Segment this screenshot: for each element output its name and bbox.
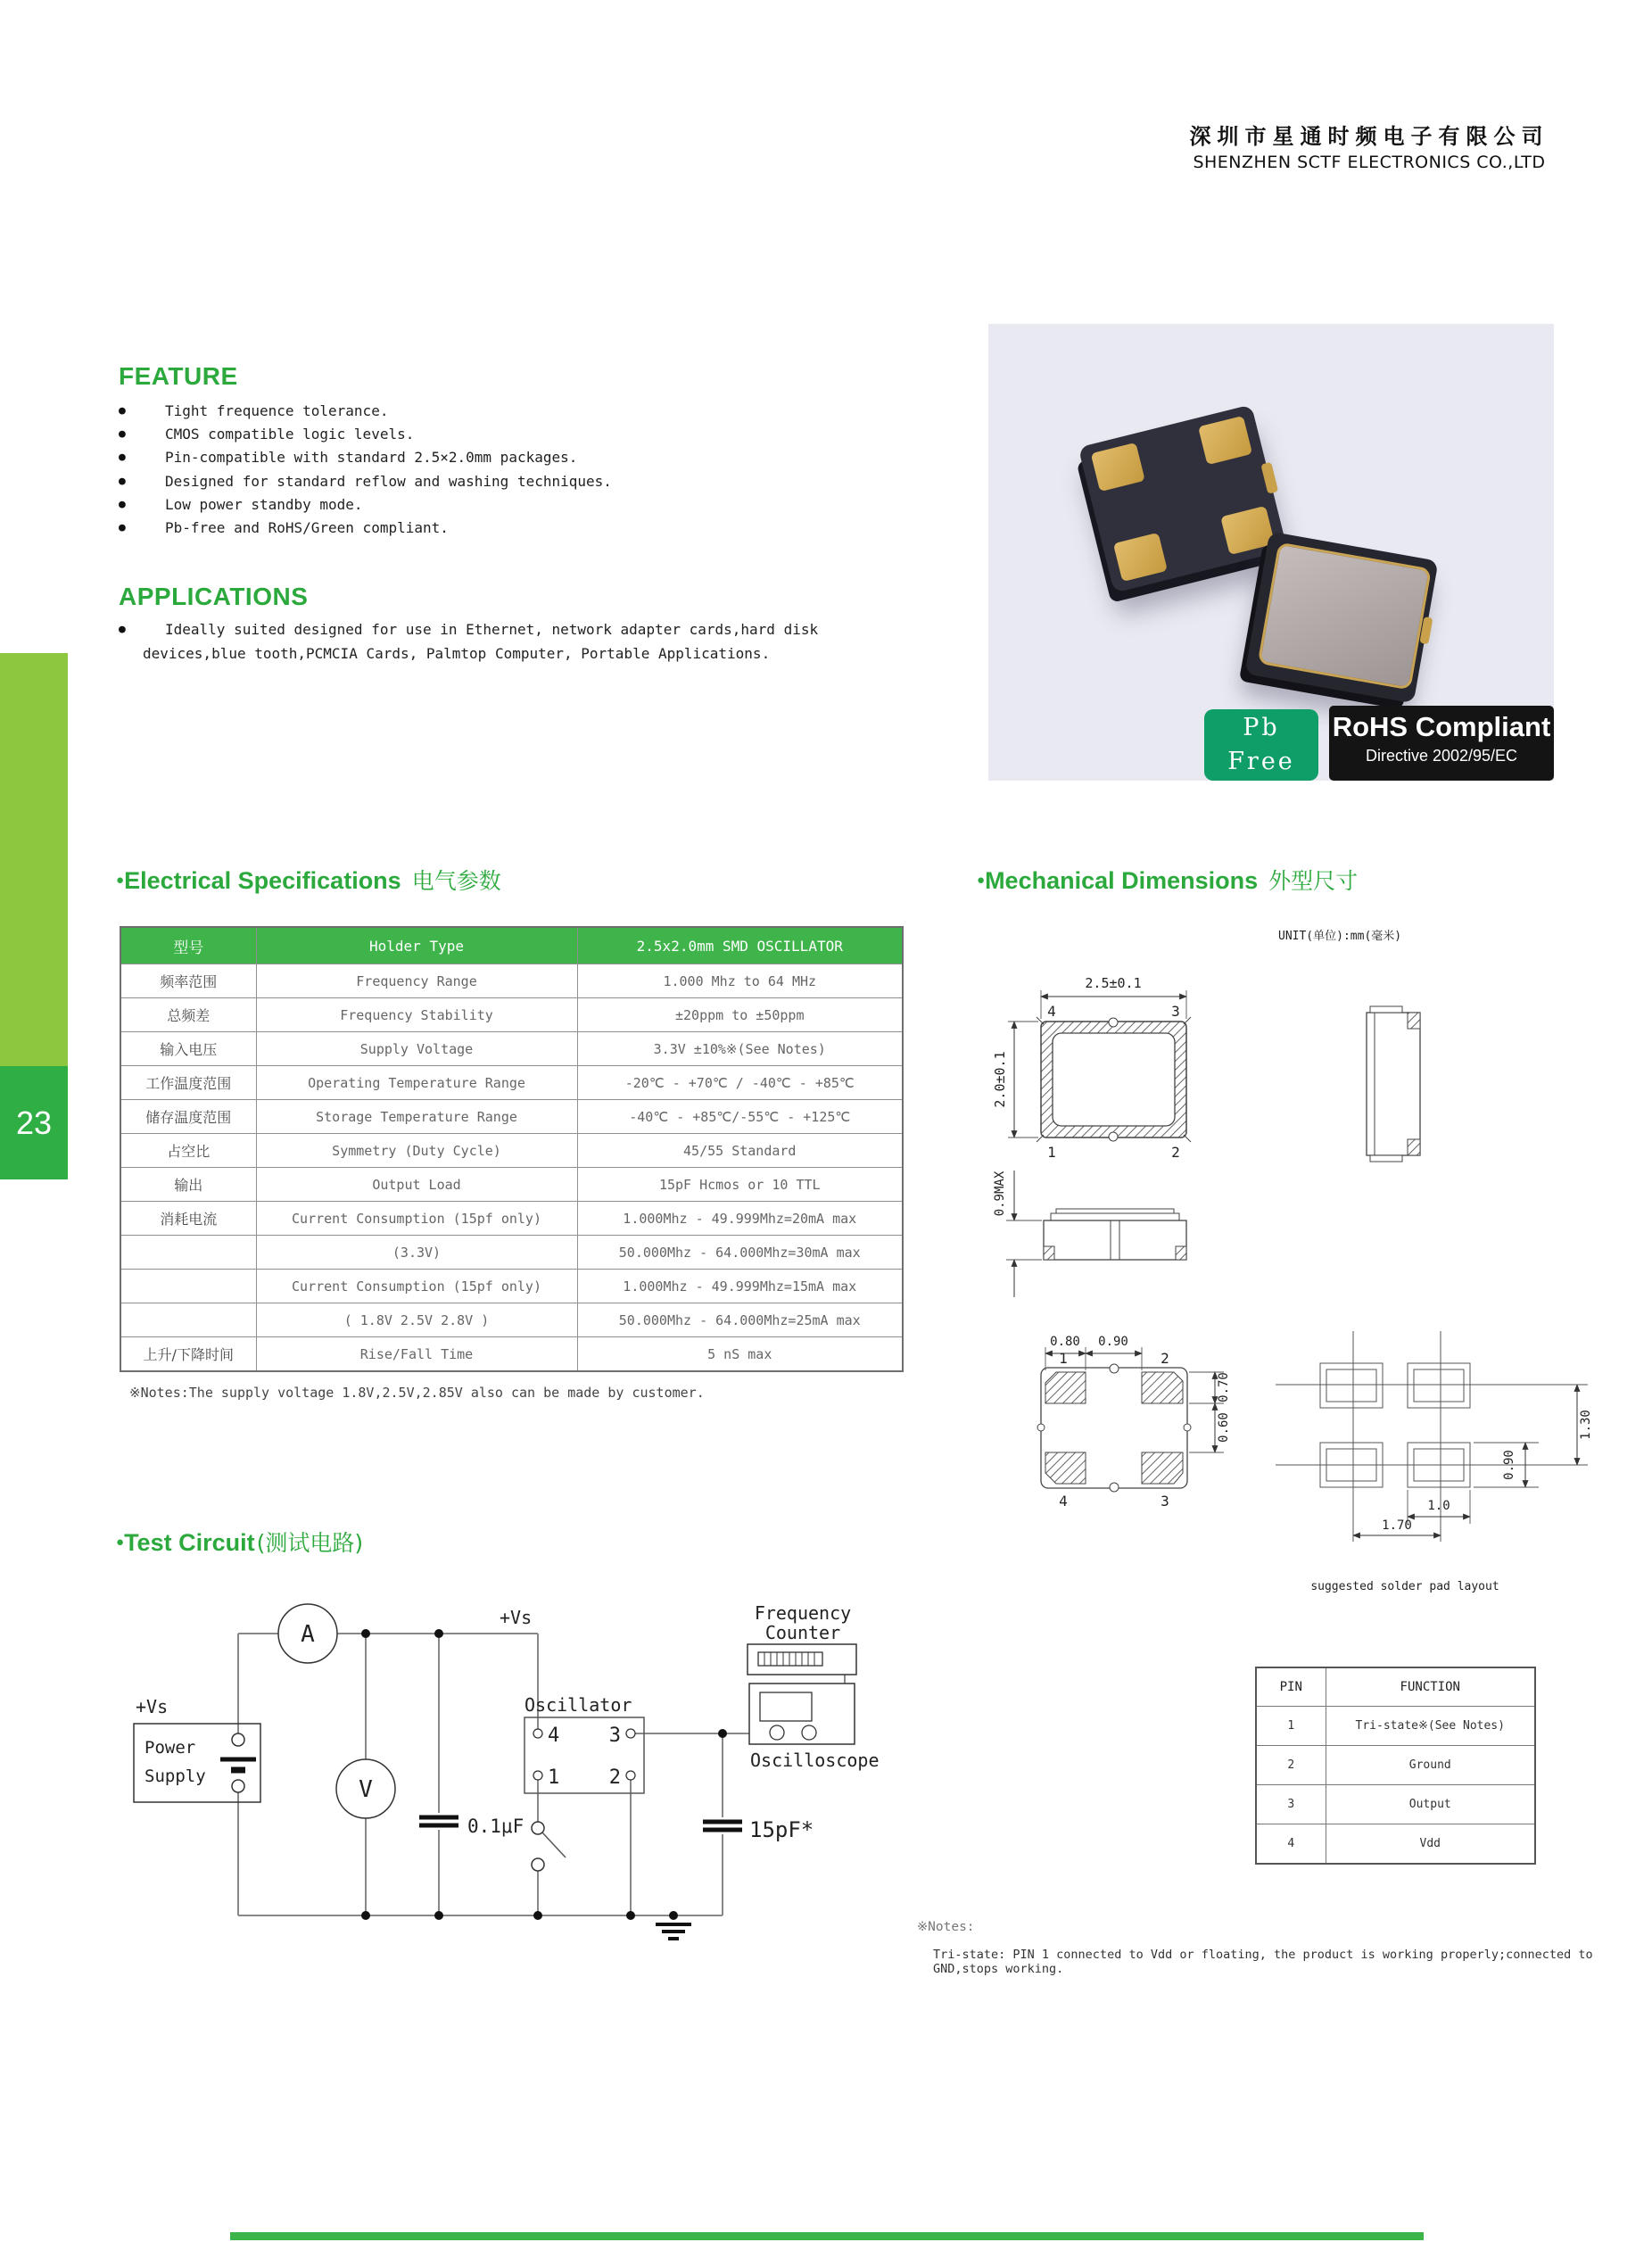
pin-label: 4 [1059,1493,1068,1510]
cell: 工作温度范围 [120,1066,256,1100]
oscillator-dut [525,1694,644,1793]
product-photo [988,324,1554,781]
cap2-label: 15pF* [749,1817,814,1842]
col-header: Holder Type [256,927,577,964]
cell: 1.000 Mhz to 64 MHz [577,964,903,998]
electrical-title-en: Electrical Specifications [124,867,401,894]
dim-width: 2.5±0.1 [1085,975,1142,991]
table-row [120,964,903,998]
dim-pitch: 1.70 [1382,1518,1412,1533]
bypass-capacitor [419,1816,524,1837]
cell: -40℃ - +85℃/-55℃ - +125℃ [577,1100,903,1134]
cell: 2 [1256,1746,1326,1785]
cell: 15pF Hcmos or 10 TTL [577,1168,903,1202]
frequency-counter [748,1602,856,1675]
cell: Vdd [1326,1824,1535,1865]
top-view [992,975,1191,1161]
cell: 4 [1256,1824,1326,1865]
feature-item-text: CMOS compatible logic levels. [165,425,415,443]
cell: 50.000Mhz - 64.000Mhz=30mA max [577,1236,903,1270]
mechanical-drawing [963,946,1652,1606]
pin-label: 1 [1059,1350,1068,1367]
pin-label: 4 [1047,1003,1056,1020]
junction-dots [361,1629,727,1920]
dim-pad-vgap: 0.60 [1217,1412,1231,1443]
bullet-icon: ● [119,474,126,488]
rohs-title: RoHS Compliant [1332,711,1551,742]
page-number-block [0,1066,68,1179]
vs-top-label: +Vs [500,1607,533,1628]
list-item [119,399,832,422]
rohs-subtitle: Directive 2002/95/EC [1365,747,1518,765]
table-row [120,1100,903,1134]
table-row [120,1032,903,1066]
table-row [120,1066,903,1100]
ground-symbol [656,1924,691,1939]
oscilloscope [749,1684,880,1771]
bullet-icon: ● [119,497,126,511]
chip-illustration-top [1244,532,1438,704]
electrical-note: ※Notes:The supply voltage 1.8V,2.5V,2.85V also can be made by customer. [129,1385,705,1401]
table-row [1256,1707,1535,1746]
table-header-row [120,927,903,964]
power-label-2: Supply [145,1766,206,1786]
pin-function-table [1255,1667,1536,1865]
pin-label: 1 [1047,1144,1056,1161]
power-supply [134,1696,260,1802]
feature-item-text: Tight frequence tolerance. [165,401,389,419]
table-header-row [1256,1667,1535,1707]
sidebar-accent-bar [0,653,68,1066]
pad-layout [1276,1331,1593,1593]
applications-title: APPLICATIONS [119,583,309,610]
dim-pad-h: 0.70 [1217,1372,1231,1402]
col-header: PIN [1256,1667,1326,1707]
footnote-title: ※Notes: [917,1920,975,1934]
pin-label: 1 [548,1766,560,1789]
cell: Operating Temperature Range [256,1066,577,1100]
table-row [120,1236,903,1270]
freq-counter-label-1: Frequency [754,1602,852,1624]
dim-v-span: 1.30 [1579,1410,1593,1440]
test-circuit-title-cn: (测试电路) [256,1530,364,1556]
test-circuit-title [116,1526,363,1558]
cell: Frequency Range [256,964,577,998]
cell: 50.000Mhz - 64.000Mhz=25mA max [577,1303,903,1337]
table-row [120,1202,903,1236]
cell: Storage Temperature Range [256,1100,577,1134]
pin-label: 2 [1161,1350,1169,1367]
applications-line2: devices,blue tooth,PCMCIA Cards, Palmtop Computer, Portable Applications. [143,645,771,662]
cell: Supply Voltage [256,1032,577,1066]
cell: ( 1.8V 2.5V 2.8V ) [256,1303,577,1337]
cell: 5 nS max [577,1337,903,1372]
list-item [119,469,832,492]
ammeter-label: A [301,1621,315,1648]
cell: 总频差 [120,998,256,1032]
test-circuit-diagram [125,1597,910,1972]
table-row [120,1337,903,1372]
cell: Tri-state※(See Notes) [1326,1707,1535,1746]
cell: Rise/Fall Time [256,1337,577,1372]
cell: 输出 [120,1168,256,1202]
pin-label: 2 [1171,1144,1180,1161]
cell: ±20ppm to ±50ppm [577,998,903,1032]
bullet-icon: ● [119,426,126,441]
section-bullet-icon: ● [116,1535,125,1550]
test-circuit-title-en: Test Circuit [124,1529,255,1556]
electrical-title-cn: 电气参数 [411,868,501,894]
pin-label: 4 [548,1725,560,1747]
voltmeter-label: V [359,1776,373,1803]
vs-left-label: +Vs [136,1696,169,1717]
power-label-1: Power [145,1738,196,1758]
dim-pad-h: 0.90 [1502,1450,1516,1480]
applications-list [119,617,921,666]
cell [120,1270,256,1303]
list-item [119,492,832,516]
tristate-switch [532,1822,566,1871]
bottom-view [1037,1335,1231,1510]
pad-layout-caption: suggested solder pad layout [1310,1580,1499,1593]
footer-rule [230,2232,1424,2240]
cap1-label: 0.1μF [467,1816,525,1837]
cell: 3 [1256,1785,1326,1824]
side-view [1367,1006,1420,1162]
mechanical-title-en: Mechanical Dimensions [985,867,1259,894]
pb-free-line1: Pb [1243,714,1280,741]
cell: Current Consumption (15pf only) [256,1202,577,1236]
unit-label: UNIT(单位):mm(毫米) [1278,930,1402,943]
company-header [1182,119,1557,172]
chip-lid [1258,542,1432,690]
feature-item-text: Pb-free and RoHS/Green compliant. [165,519,449,537]
bullet-icon: ● [119,623,126,636]
col-header: FUNCTION [1326,1667,1535,1707]
cell: (3.3V) [256,1236,577,1270]
cell: Current Consumption (15pf only) [256,1270,577,1303]
cell: 频率范围 [120,964,256,998]
cell: 上升/下降时间 [120,1337,256,1372]
pb-free-line2: Free [1227,748,1295,775]
mechanical-title-cn: 外型尺寸 [1268,868,1359,894]
page-number: 23 [15,1104,53,1141]
rohs-badge [1329,706,1554,781]
cell: Ground [1326,1746,1535,1785]
feature-list [119,399,832,540]
bullet-icon: ● [119,451,126,465]
company-name-en: SHENZHEN SCTF ELECTRONICS CO.,LTD [1193,153,1546,172]
section-bullet-icon: ● [116,873,125,888]
table-row [120,1134,903,1168]
chip-illustration-bottom [1078,404,1288,592]
cell: 45/55 Standard [577,1134,903,1168]
oscillator-label: Oscillator [525,1694,632,1716]
cell [120,1303,256,1337]
col-header: 2.5x2.0mm SMD OSCILLATOR [577,927,903,964]
dim-thickness: 0.9MAX [993,1171,1007,1217]
pin-label: 3 [608,1725,621,1747]
applications-line1: Ideally suited designed for use in Ethernet, network adapter cards,hard disk [165,621,819,638]
feature-title: FEATURE [119,362,238,390]
section-bullet-icon: ● [977,873,986,888]
bullet-icon: ● [119,403,126,418]
list-item [119,516,832,539]
pin-label: 3 [1161,1493,1169,1510]
cell: Frequency Stability [256,998,577,1032]
feature-item-text: Designed for standard reflow and washing techniques. [165,472,612,490]
cell: Output [1326,1785,1535,1824]
table-row [120,998,903,1032]
electrical-spec-table [120,926,904,1372]
front-view [993,1171,1186,1297]
voltmeter [336,1759,395,1818]
cell: 输入电压 [120,1032,256,1066]
cell: Output Load [256,1168,577,1202]
pin-label: 3 [1171,1003,1180,1020]
table-row [120,1270,903,1303]
freq-counter-label-2: Counter [764,1622,841,1643]
mechanical-title [977,864,1358,896]
table-row [1256,1824,1535,1865]
cell: -20℃ - +70℃ / -40℃ - +85℃ [577,1066,903,1100]
cell: 3.3V ±10%※(See Notes) [577,1032,903,1066]
electrical-title [116,864,501,896]
cell [120,1236,256,1270]
dim-pad-w: 0.80 [1050,1335,1080,1349]
pin-label: 2 [608,1766,621,1789]
company-name-cn: 深圳市星通时频电子有限公司 [1189,123,1549,149]
cell: 1 [1256,1707,1326,1746]
cell: 消耗电流 [120,1202,256,1236]
dim-pad-w: 1.0 [1427,1499,1450,1513]
cell: 1.000Mhz - 49.999Mhz=15mA max [577,1270,903,1303]
list-item [119,446,832,469]
footnote-body: Tri-state: PIN 1 connected to Vdd or floating, the product is working properly;connected to GND,stops working. [933,1948,1593,1976]
load-capacitor [703,1817,814,1842]
table-row [120,1303,903,1337]
cell: 储存温度范围 [120,1100,256,1134]
feature-item-text: Pin-compatible with standard 2.5×2.0mm packages. [165,449,578,467]
feature-item-text: Low power standby mode. [165,495,363,513]
oscilloscope-label: Oscilloscope [750,1750,880,1771]
cell: Symmetry (Duty Cycle) [256,1134,577,1168]
col-header: 型号 [120,927,256,964]
table-row [1256,1785,1535,1824]
table-row [120,1168,903,1202]
ammeter [278,1604,337,1663]
cell: 占空比 [120,1134,256,1168]
pb-free-badge [1204,709,1318,781]
list-item [119,422,832,445]
bullet-icon: ● [119,521,126,535]
table-row [1256,1746,1535,1785]
dim-height: 2.0±0.1 [992,1051,1008,1108]
dim-pad-gap: 0.90 [1098,1335,1128,1349]
cell: 1.000Mhz - 49.999Mhz=20mA max [577,1202,903,1236]
